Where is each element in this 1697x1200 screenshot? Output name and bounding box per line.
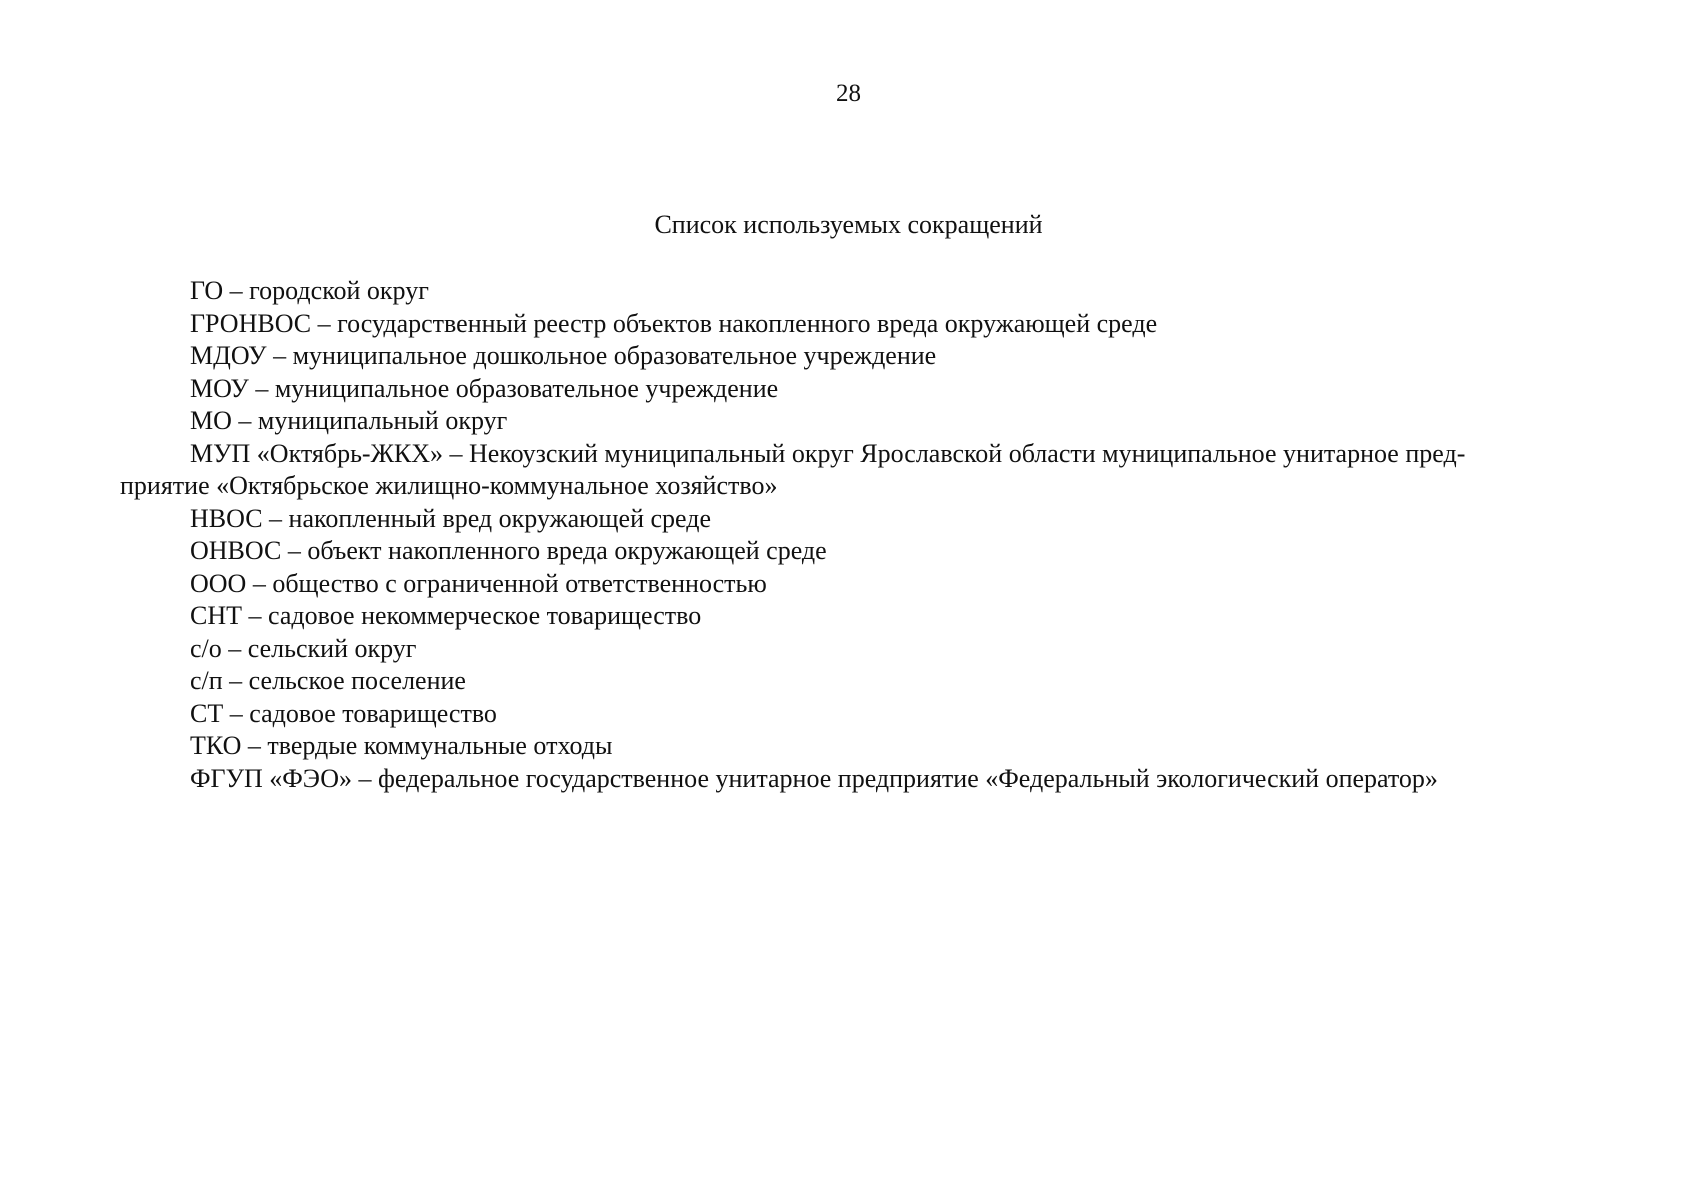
list-item: с/п – сельское поселение xyxy=(190,666,466,695)
list-item: ТКО – твердые коммунальные отходы xyxy=(190,731,613,760)
list-item: ФГУП «ФЭО» – федеральное государственное унитарное предприятие «Федеральный экологический оператор» xyxy=(190,763,1438,793)
list-item: ОНВОС – объект накопленного вреда окружающей среде xyxy=(190,536,827,565)
list-item-line-1: МУП «Октябрь-ЖКХ» – Некоузский муниципальный округ Ярославской области муниципальное унитарное пред- xyxy=(190,438,1466,468)
list-item: СНТ – садовое некоммерческое товарищество xyxy=(190,601,702,630)
list-item: с/о – сельский округ xyxy=(190,633,417,663)
list-item: МО – муниципальный округ xyxy=(190,406,508,435)
list-item xyxy=(120,438,1590,503)
page-number: 28 xyxy=(836,80,861,107)
page-title: Список используемых сокращений xyxy=(654,210,1043,239)
list-item: МДОУ – муниципальное дошкольное образовательное учреждение xyxy=(190,341,937,370)
list-item: НВОС – накопленный вред окружающей среде xyxy=(190,503,712,533)
list-item: ГРОНВОС – государственный реестр объектов накопленного вреда окружающей среде xyxy=(190,308,1158,338)
list-item: МОУ – муниципальное образовательное учреждение xyxy=(190,373,779,403)
list-item: ООО – общество с ограниченной ответственностью xyxy=(190,568,767,598)
list-item: ГО – городской округ xyxy=(190,276,429,305)
abbreviation-list xyxy=(120,275,1590,795)
list-item-line-2: приятие «Октябрьское жилищно-коммунальное хозяйство» xyxy=(120,471,778,500)
list-item: СТ – садовое товарищество xyxy=(190,698,497,728)
